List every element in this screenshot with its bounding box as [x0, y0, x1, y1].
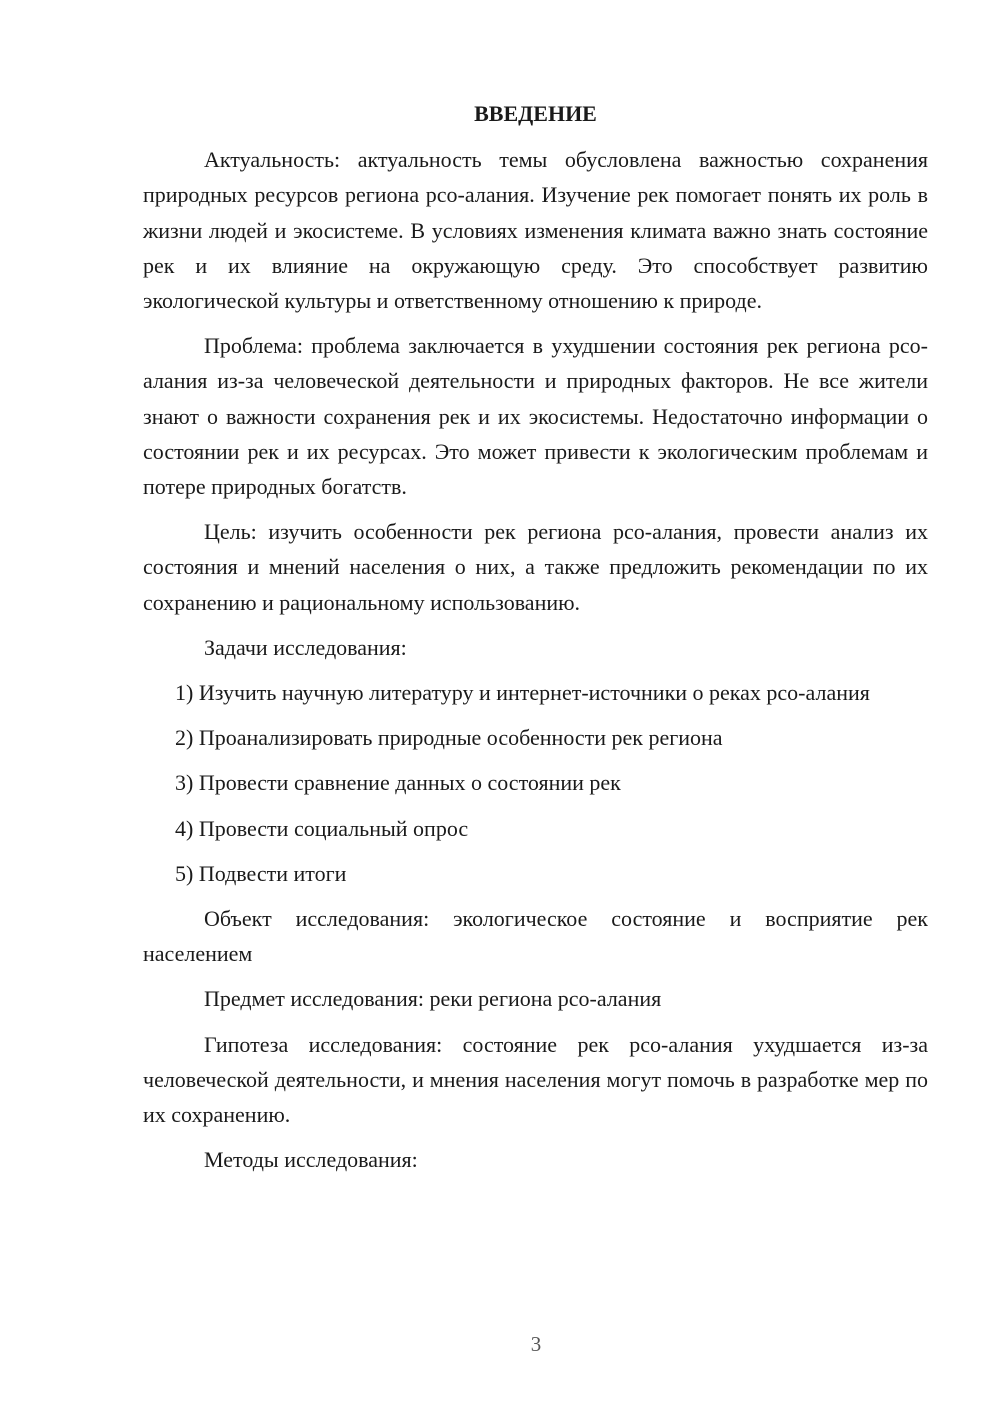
document-page [143, 96, 928, 1187]
task-item: 3) Провести сравнение данных о состоянии рек [175, 770, 621, 796]
paragraph-problem: Проблема: проблема заключается в ухудшении состояния рек региона рсо-алания из-за человеческой деятельности и природных факторов. Не все жители знают о важности сохранения рек и их экосистемы. Недостаточно информации о состоянии рек и их ресурсах. Это может привести к экологическим проблемам и потере природных богатств. [143, 333, 928, 500]
page-number: 3 [530, 1332, 542, 1356]
paragraph-object: Объект исследования: экологическое состояние и восприятие рек населением [143, 906, 928, 967]
paragraph-subject: Предмет исследования: реки региона рсо-алания [204, 986, 662, 1012]
task-item: 5) Подвести итоги [175, 860, 347, 886]
section-title: ВВЕДЕНИЕ [474, 101, 597, 126]
task-item: 2) Проанализировать природные особенности рек региона [175, 725, 723, 751]
paragraph-relevance: Актуальность: актуальность темы обусловлена важностью сохранения природных ресурсов региона рсо-алания. Изучение рек помогает понять их роль в жизни людей и экосистеме. В условиях изменения климата важно знать состояние рек и их влияние на окружающую среду. Это способствует развитию экологической культуры и ответственному отношению к природе. [143, 147, 928, 314]
task-item: 1) Изучить научную литературу и интернет-источники о реках рсо-алания [175, 680, 870, 706]
paragraph-methods: Методы исследования: [204, 1147, 418, 1173]
task-item: 4) Провести социальный опрос [175, 815, 469, 841]
paragraph-goal: Цель: изучить особенности рек региона рсо-алания, провести анализ их состояния и мнений населения о них, а также предложить рекомендации по их сохранению и рациональному использованию. [143, 519, 928, 615]
paragraph-hypothesis: Гипотеза исследования: состояние рек рсо-алания ухудшается из-за человеческой деятельности, и мнения населения могут помочь в разработке мер по их сохранению. [143, 1031, 928, 1128]
paragraph-tasks-heading: Задачи исследования: [204, 634, 407, 660]
